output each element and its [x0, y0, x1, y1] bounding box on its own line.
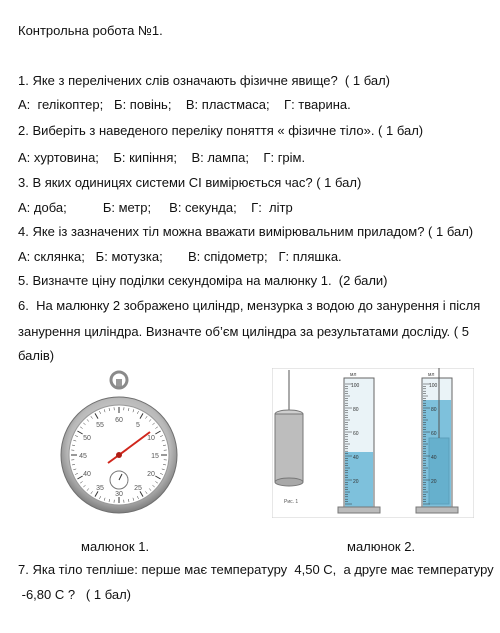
- question-2: 2. Виберіть з наведеного переліку поняття « фізичне тіло». ( 1 бал): [18, 123, 424, 138]
- question-6-line-3: балів): [18, 348, 55, 363]
- figure-1-caption: малюнок 1.: [81, 539, 150, 554]
- question-3: 3. В яких одиницях системи СІ вимірюється час? ( 1 бал): [18, 175, 362, 190]
- submerged-cylinder: [429, 438, 449, 504]
- scale-mark: 40: [353, 455, 359, 461]
- beaker-after: [416, 368, 458, 513]
- dial-mark: 45: [79, 453, 87, 460]
- dial-mark: 50: [83, 435, 91, 442]
- question-2-options: А: хуртовина; Б: кипіння; В: лампа; Г: грім.: [18, 150, 306, 165]
- dial-mark: 15: [151, 453, 159, 460]
- unit-label: мл: [350, 372, 357, 378]
- dial-mark: 10: [147, 435, 155, 442]
- dial-mark: 55: [96, 422, 104, 429]
- question-3-options: А: доба; Б: метр; В: секунда; Г: літр: [18, 200, 293, 215]
- question-4: 4. Яке із зазначених тіл можна вважати вимірювальним приладом? ( 1 бал): [18, 224, 474, 239]
- dial-mark: 40: [83, 471, 91, 478]
- stopwatch-pivot: [116, 452, 122, 458]
- beakers-figure: [272, 368, 474, 518]
- dial-mark: 5: [136, 422, 140, 429]
- cylinder-bottom: [275, 478, 303, 486]
- cylinder-body: [275, 414, 303, 482]
- scale-mark: 80: [353, 407, 359, 413]
- figure-label: Рис. 1: [284, 499, 299, 505]
- scale-mark: 40: [431, 455, 437, 461]
- question-6-line-1: 6. На малюнку 2 зображено циліндр, мензурка з водою до занурення і після: [18, 298, 481, 313]
- beaker-base: [416, 507, 458, 513]
- dial-mark: 30: [115, 491, 123, 498]
- scale-mark: 80: [431, 407, 437, 413]
- document-title: Контрольна робота №1.: [18, 23, 163, 38]
- scale-mark: 20: [353, 479, 359, 485]
- water-level: [345, 452, 373, 507]
- question-4-options: А: склянка; Б: мотузка; В: спідометр; Г: пляшка.: [18, 249, 342, 264]
- question-1: 1. Яке з перелічених слів означають фізичне явище? ( 1 бал): [18, 73, 390, 88]
- unit-label: мл: [428, 372, 435, 378]
- question-7-line-1: 7. Яка тіло тепліше: перше має температуру 4,50 С, а друге має температуру: [18, 562, 494, 577]
- figure-2-caption: малюнок 2.: [347, 539, 416, 554]
- dial-mark: 35: [96, 485, 104, 492]
- scale-mark: 60: [431, 431, 437, 437]
- stopwatch-figure: [58, 370, 180, 532]
- question-1-options: А: гелікоптер; Б: повінь; В: пластмаса; Г: тварина.: [18, 97, 351, 112]
- question-7-line-2: -6,80 С ? ( 1 бал): [18, 587, 131, 602]
- scale-mark: 100: [429, 383, 438, 389]
- beaker-base: [338, 507, 380, 513]
- dial-mark: 20: [147, 471, 155, 478]
- scale-mark: 60: [353, 431, 359, 437]
- beaker-before: [338, 372, 380, 513]
- question-5: 5. Визначте ціну поділки секундоміра на малюнку 1. (2 бали): [18, 273, 388, 288]
- question-6-line-2: занурення циліндра. Визначте об’єм циліндра за результатами досліду. ( 5: [18, 324, 469, 339]
- scale-mark: 100: [351, 383, 360, 389]
- dial-mark: 25: [134, 485, 142, 492]
- dial-mark: 60: [115, 417, 123, 424]
- scale-mark: 20: [431, 479, 437, 485]
